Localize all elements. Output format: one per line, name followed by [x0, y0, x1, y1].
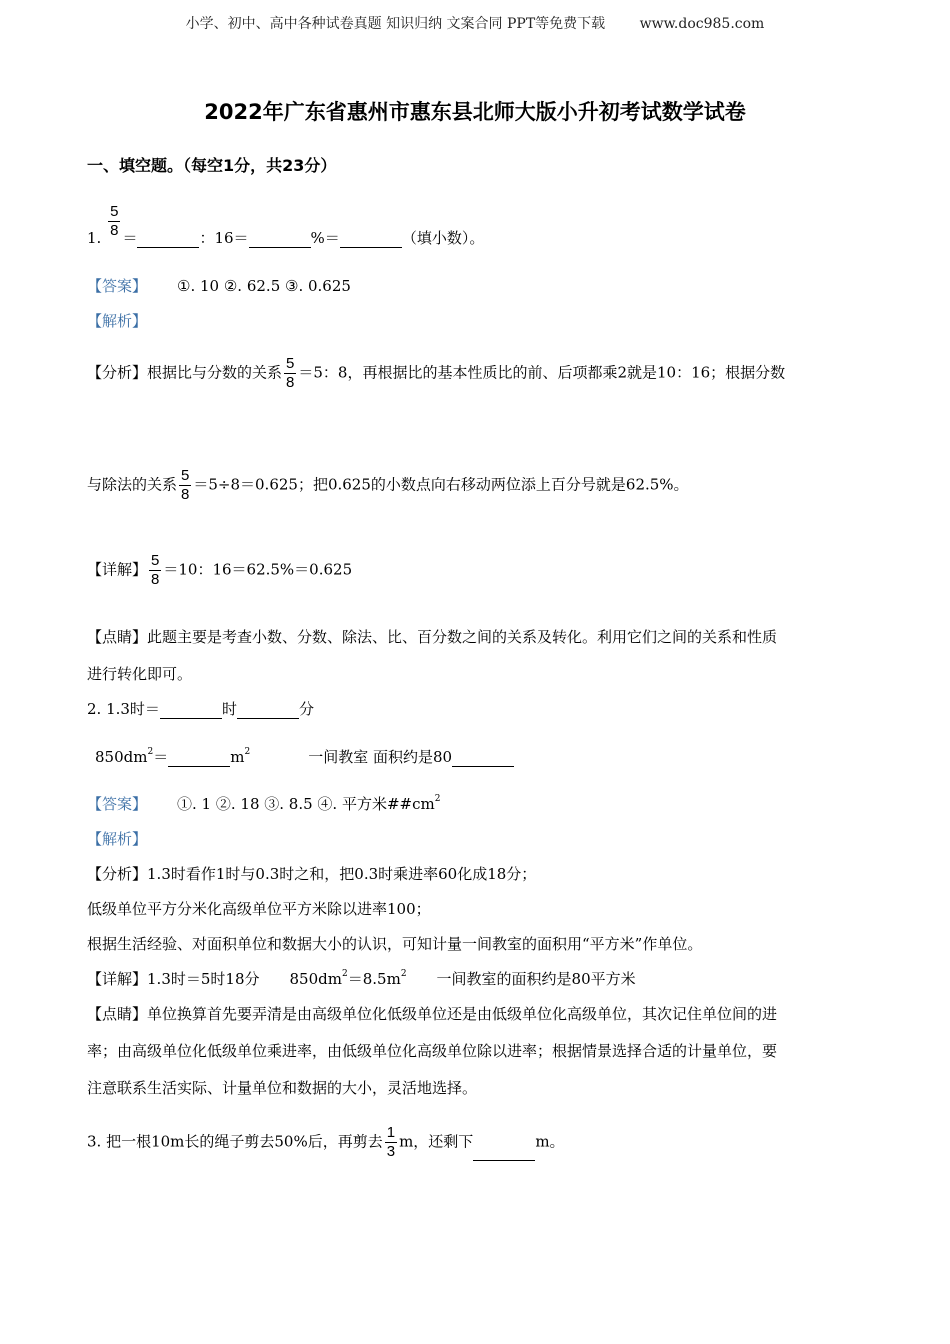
q1-xiangjie	[87, 552, 352, 589]
superscript: 2	[341, 969, 348, 979]
jiexi-tag: 【解析】	[87, 312, 148, 330]
header-text: 小学、初中、高中各种试卷真题 知识归纳 文案合同 PPT等免费下载	[185, 16, 606, 32]
q2-fenxi-3	[87, 934, 702, 954]
fraction-5-8: $\frac{5}{8}$	[181, 467, 190, 503]
q1-answer	[87, 276, 351, 296]
section-heading: 一、填空题。（每空1分，共23分）	[87, 156, 337, 175]
fenxi-text: 根据生活经验、对面积单位和数据大小的认识，可知计量一间教室的面积用“平方米”作单位。	[87, 935, 703, 953]
fenxi-tag: 【分析】	[87, 865, 148, 883]
fraction-1-3: $\frac{1}{3}$	[386, 1124, 396, 1160]
fenxi-text: ＝5÷8＝0.625；把0.625的小数点向右移动两位添上百分号就是62.5%。	[193, 475, 689, 494]
dianjing-text: 单位换算首先要弄清是由高级单位化低级单位还是由低级单位化高级单位，其次记住单位间的进	[147, 1005, 778, 1023]
xiangjie-text: 1.3时＝5时18分	[147, 970, 260, 988]
fraction-5-8: $\frac{5}{8}$	[286, 355, 295, 391]
answer-blank[interactable]	[160, 702, 222, 719]
xiangjie-text: ＝8.5m	[347, 970, 401, 988]
dianjing-text: 注意联系生活实际、计量单位和数据的大小，灵活地选择。	[87, 1079, 478, 1097]
fenxi-text: 低级单位平方分米化高级单位平方米除以进率100；	[87, 900, 431, 918]
q1-fenxi-2	[87, 467, 689, 504]
answer-blank[interactable]	[473, 1144, 535, 1161]
q3-text: m。	[535, 1132, 565, 1151]
q1-dianjing-2	[87, 664, 192, 684]
question-1	[87, 203, 484, 248]
fraction-5-8: $\frac{5}{8}$	[151, 552, 160, 588]
answer-blank[interactable]	[137, 231, 199, 248]
q2-jiexi	[87, 829, 147, 849]
answer-blank[interactable]	[237, 702, 299, 719]
question-2	[87, 699, 314, 719]
equals: ＝	[122, 229, 138, 247]
q1-jiexi	[87, 311, 147, 331]
q1-text: %＝	[310, 229, 340, 247]
q3-text: 3. 把一根10m长的绳子剪去50%后，再剪去	[87, 1132, 383, 1151]
q2-text: 分	[298, 700, 314, 718]
fenxi-text: 根据比与分数的关系	[147, 363, 283, 382]
question-2-line-2	[95, 747, 514, 767]
answer-tag: 【答案】	[87, 795, 148, 813]
superscript: 2	[147, 747, 154, 757]
fenxi-text: ＝5：8，再根据比的基本性质比的前、后项都乘2就是10：16；根据分数	[298, 363, 786, 382]
answer-blank[interactable]	[452, 750, 514, 767]
q1-text: （填小数）。	[401, 229, 485, 247]
superscript: 2	[244, 747, 251, 757]
dianjing-tag: 【点睛】	[87, 628, 148, 646]
fraction-5-8: $\frac{5}{8}$	[110, 203, 119, 239]
fenxi-text: 1.3时看作1时与0.3时之和，把0.3时乘进率60化成18分；	[147, 865, 537, 883]
answer-text: ①. 1 ②. 18 ③. 8.5 ④. 平方米##cm	[177, 795, 435, 813]
q1-fenxi	[87, 355, 785, 392]
superscript: 2	[434, 794, 441, 804]
xiangjie-text: 850dm	[289, 970, 342, 988]
question-number: 1.	[87, 229, 102, 247]
q1-dianjing	[87, 627, 777, 647]
q2-text: 时	[221, 700, 237, 718]
q2-fenxi	[87, 864, 536, 884]
jiexi-tag: 【解析】	[87, 830, 148, 848]
q2-text: 2. 1.3时＝	[87, 700, 160, 718]
xiangjie-tag: 【详解】	[87, 970, 148, 988]
xiangjie-tag: 【详解】	[87, 560, 148, 579]
q2-xiangjie	[87, 969, 636, 989]
fenxi-text: 与除法的关系	[87, 475, 178, 494]
dianjing-text: 此题主要是考查小数、分数、除法、比、百分数之间的关系及转化。利用它们之间的关系和性质	[147, 628, 778, 646]
page-title: 2022年广东省惠州市惠东县北师大版小升初考试数学试卷	[204, 100, 746, 124]
q2-fenxi-2	[87, 899, 431, 919]
fenxi-tag: 【分析】	[87, 363, 148, 382]
q2-text: 一间教室 面积约是80	[308, 748, 453, 766]
answer-blank[interactable]	[168, 750, 230, 767]
q2-dianjing	[87, 1004, 777, 1024]
q2-text: m	[230, 748, 245, 766]
header-site: www.doc985.com	[639, 16, 765, 32]
answer-tag: 【答案】	[87, 277, 148, 295]
answer-text: ①. 10 ②. 62.5 ③. 0.625	[177, 277, 351, 295]
answer-blank[interactable]	[249, 231, 311, 248]
xiangjie-text: ＝10：16＝62.5%＝0.625	[163, 560, 353, 579]
page-header	[0, 13, 950, 33]
q1-text: ：16＝	[199, 229, 249, 247]
superscript: 2	[400, 969, 407, 979]
q2-answer	[87, 794, 440, 814]
question-3	[87, 1124, 565, 1161]
dianjing-text: 率；由高级单位化低级单位乘进率，由低级单位化高级单位除以进率；根据情景选择合适的计量单位，要	[87, 1042, 778, 1060]
q2-dianjing-2	[87, 1041, 777, 1061]
q2-text: 850dm	[95, 748, 148, 766]
q3-text: m，还剩下	[399, 1132, 474, 1151]
q2-dianjing-3	[87, 1078, 477, 1098]
dianjing-tag: 【点睛】	[87, 1005, 148, 1023]
answer-blank[interactable]	[340, 231, 402, 248]
dianjing-text: 进行转化即可。	[87, 665, 193, 683]
xiangjie-text: 一间教室的面积约是80平方米	[436, 970, 636, 988]
q2-text: ＝	[153, 748, 169, 766]
